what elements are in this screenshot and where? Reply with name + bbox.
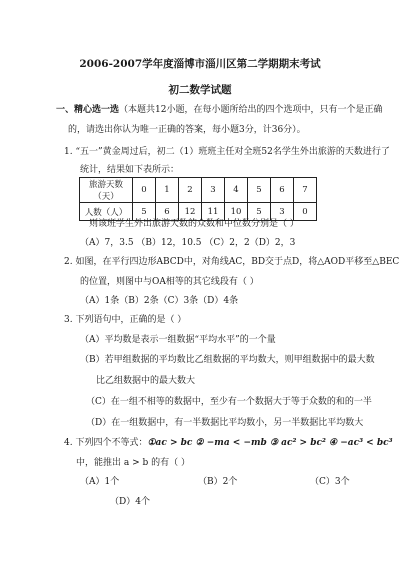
table-cell: 7 xyxy=(294,178,317,203)
q4-option-d: （D）4个 xyxy=(110,497,150,507)
section1-instructions xyxy=(56,104,382,116)
q3-option-a: （A）平均数是表示一组数据“平均水平”的一个量 xyxy=(80,335,276,345)
q2-line1: 2. 如图，在平行四边形ABCD中，对角线AC，BD交于点D，将△AOD平移至△BEC xyxy=(64,257,400,267)
q1-question: 则该班学生外出旅游天数的众数和中位数分别是（ ） xyxy=(89,219,299,229)
table-cell: 4 xyxy=(225,178,248,203)
table-cell: 6 xyxy=(271,178,294,203)
table-cell: 3 xyxy=(202,178,225,203)
q4-line2: 中，能推出 a > b 的有（ ） xyxy=(76,458,190,468)
q4-option-a: （A）1个 xyxy=(80,477,120,487)
q1-options: （A）7，3.5 （B）12，10.5 （C）2，2（D）2，3 xyxy=(80,238,296,248)
q4-option-b: （B）2个 xyxy=(198,477,238,487)
q3-line1: 3. 下列语句中，正确的是（ ） xyxy=(64,315,187,325)
q3-option-b-line1: （B）若甲组数据的平均数比乙组数据的平均数大，则甲组数据中的最大数 xyxy=(80,355,375,365)
table-cell: 3 xyxy=(271,203,294,221)
q4-inequalities: ①ac > bc ② −ma < −mb ③ ac² > bc² ④ −ac³ < bc³ xyxy=(147,438,393,448)
q4-option-c: （C）3个 xyxy=(310,477,350,487)
table-cell: 2 xyxy=(179,178,202,203)
table-cell: 5 xyxy=(133,203,156,221)
table-cell: 11 xyxy=(202,203,225,221)
table-cell: 10 xyxy=(225,203,248,221)
q3-option-b-line2: 比乙组数据中的最大数大 xyxy=(96,376,196,386)
table-cell: 1 xyxy=(156,178,179,203)
table-cell: 12 xyxy=(179,203,202,221)
table-row-label: 旅游天数（天） xyxy=(80,178,133,203)
table-cell: 5 xyxy=(248,203,271,221)
section1-instructions-line2: 的，请选出你认为唯一正确的答案，每小题3分，计36分）。 xyxy=(68,125,306,135)
q3-option-c: （C）在一组不相等的数据中，至少有一个数据大于等于众数的和的一半 xyxy=(86,397,372,407)
section1-instructions-line1: （本题共12小题，在每小题所给出的四个选项中，只有一个是正确 xyxy=(119,105,383,115)
q1-line2: 统计，结果如下表所示： xyxy=(80,165,180,175)
q3-option-d: （D）在一组数据中，有一半数据比平均数小，另一半数据比平均数大 xyxy=(86,418,364,428)
q2-options: （A）1条（B）2条（C）3条（D）4条 xyxy=(80,296,239,306)
exam-subtitle: 初二数学试题 xyxy=(168,84,232,96)
q4-line1 xyxy=(64,437,393,449)
table-cell: 6 xyxy=(156,203,179,221)
table-cell: 0 xyxy=(294,203,317,221)
table-cell: 0 xyxy=(133,178,156,203)
q2-line2: 的位置，则图中与OA相等的其它线段有（ ） xyxy=(80,277,259,287)
table-cell: 5 xyxy=(248,178,271,203)
q4-line1-prefix: 4. 下列四个不等式： xyxy=(64,438,148,448)
section1-heading: 一、精心选一选 xyxy=(56,105,120,115)
q1-line1: 1. “五一”黄金周过后，初二（1）班班主任对全班52名学生外出旅游的天数进行了 xyxy=(64,147,390,157)
table-row xyxy=(80,178,317,203)
exam-title: 2006-2007学年度淄博市淄川区第二学期期末考试 xyxy=(79,58,321,70)
travel-days-table xyxy=(79,177,317,221)
table-row-label: 人数（人） xyxy=(80,203,133,221)
